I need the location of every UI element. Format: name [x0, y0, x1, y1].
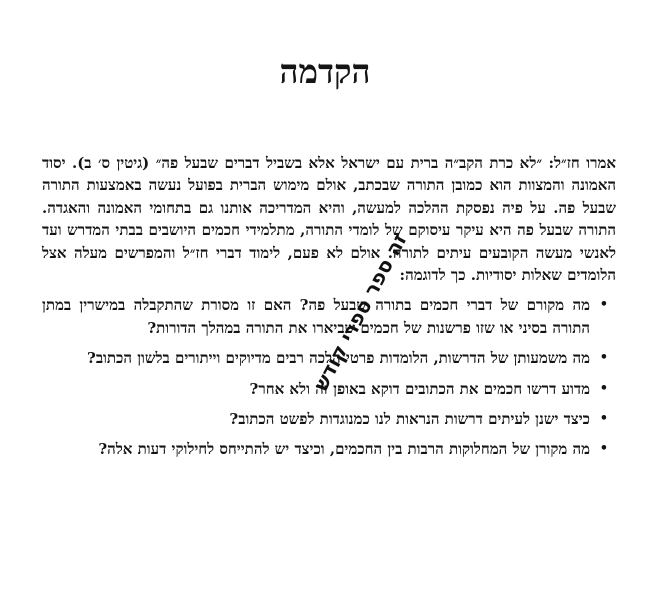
list-item	[42, 408, 616, 430]
bullet-icon: •	[599, 411, 608, 427]
question-text: כיצד ישנן לעיתים דרשות הנראות לנו כמנוגדות לפשט הכתוב?	[229, 410, 590, 429]
question-text: מה מקורם של דברי חכמים בתורה שבעל פה? האם זו מסורת שהתקבלה במישרין במתן התורה בסיני או שזו פרשנות של חכמים שביארו את התורה במהלך הדורות?	[42, 296, 590, 337]
question-list	[42, 294, 616, 460]
question-text: מדוע דרשו חכמים את הכתובים דוקא באופן זה ולא אחר?	[249, 379, 590, 398]
list-item	[42, 438, 616, 460]
bullet-icon: •	[599, 297, 608, 313]
bullet-icon: •	[599, 380, 608, 396]
watermark-stamp: זה ספר ספרי קודש	[308, 229, 412, 395]
bullet-icon: •	[599, 441, 608, 457]
document-body	[42, 152, 616, 469]
list-item	[42, 294, 616, 339]
intro-paragraph: אמרו חז״ל: ״לא כרת הקב״ה ברית עם ישראל אלא בשביל דברים שבעל פה״ (גיטין ס׳ ב). יסוד האמונה והמצוות הוא כמובן התורה שבכתב, אולם מימוש הברית בפועל נעשה באמצעות התורה שבעל פה. על פיה נפסקת ההלכה למעשה, והיא המדריכה אותנו גם בתחומי האמונה והאגדה. התורה שבעל פה היא עיקר עיסוקם של לומדי התורה, מתלמידי חכמים היושבים בבתי המדרש ועד לאנשי מעשה הקובעים עיתים לתורה. אולם לא פעם, לימוד דברי חז״ל והמפרשים מעלה אצל הלומדים שאלות יסודיות. כך לדוגמה:	[42, 154, 616, 285]
question-text: מה מקורן של המחלוקות הרבות בין החכמים, וכיצד יש להתייחס לחילוקי דעות אלה?	[98, 440, 590, 459]
bullet-icon: •	[599, 350, 608, 366]
page-title: הקדמה	[279, 52, 371, 92]
list-item	[42, 347, 616, 369]
list-item	[42, 378, 616, 400]
question-text: מה משמעותן של הדרשות, הלומדות פרטי הלכה רבים מדיוקים וייתורים בלשון הכתוב?	[87, 349, 590, 368]
